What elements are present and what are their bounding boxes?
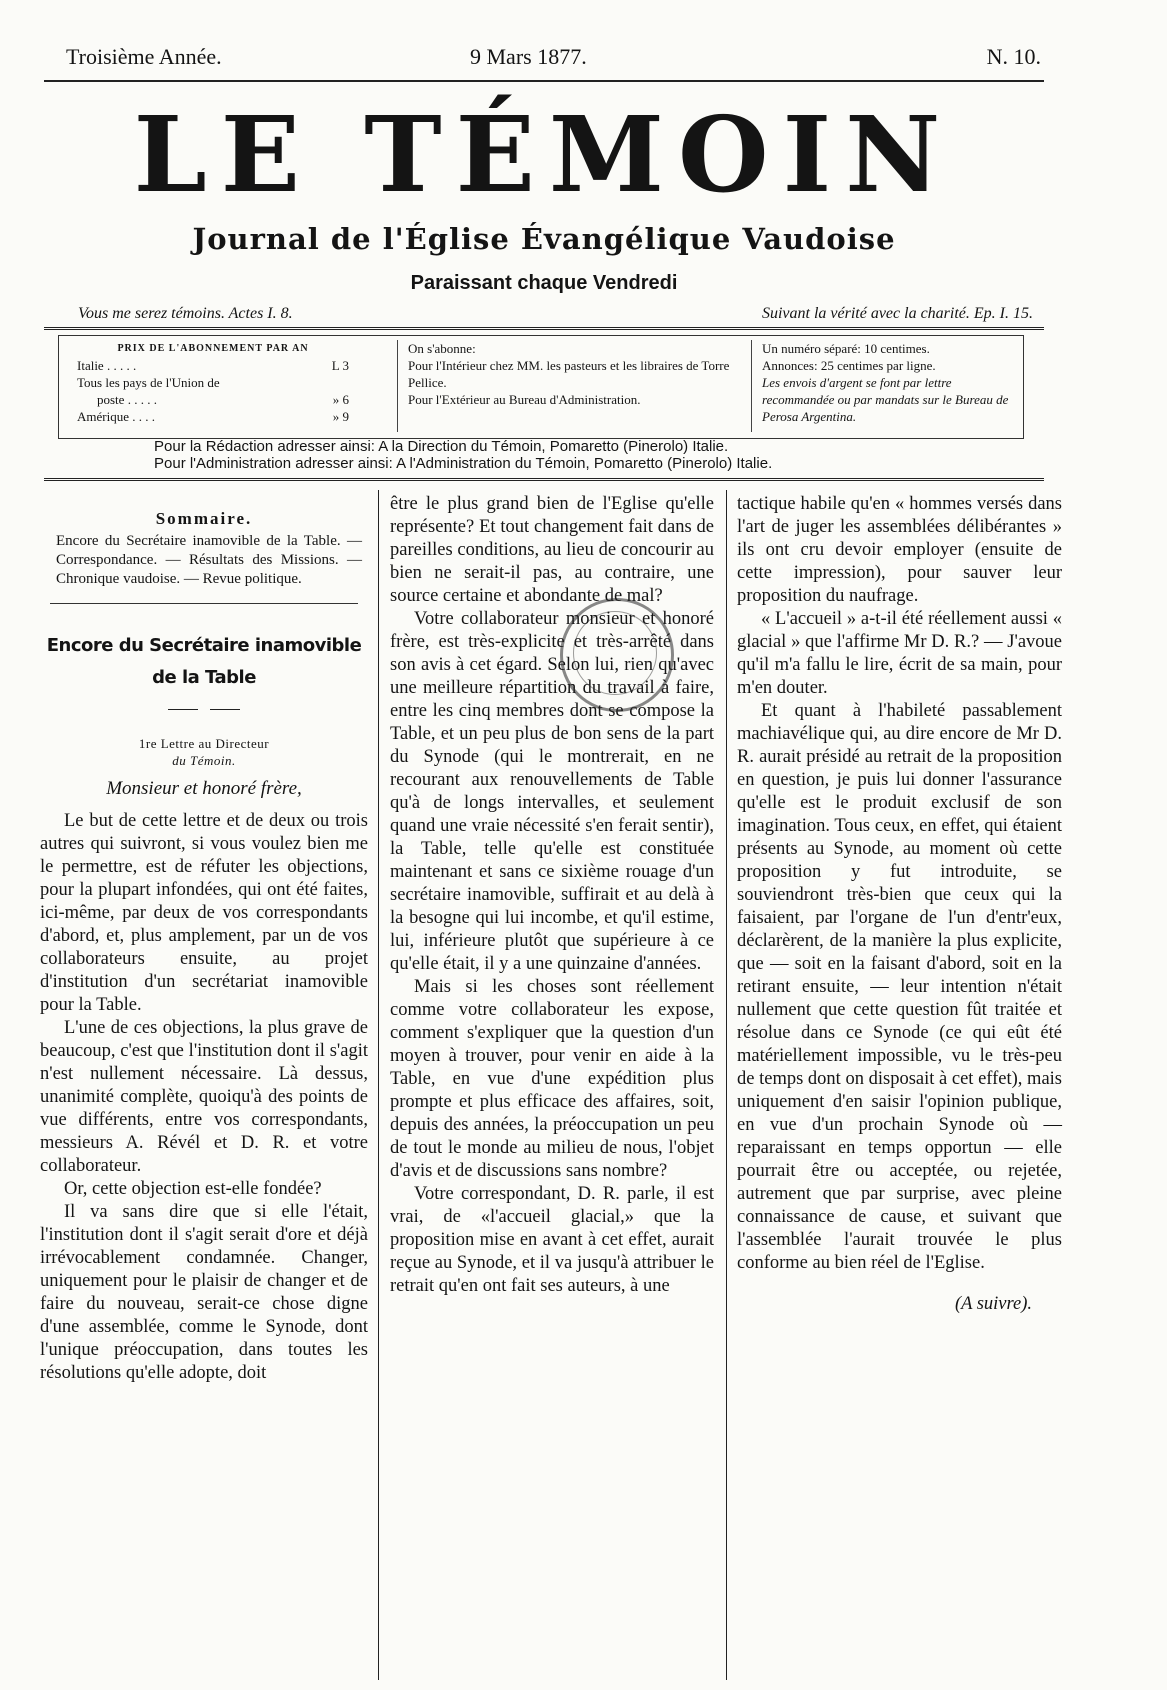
article-paragraph: Le but de cette lettre et de deux ou trois autres qui suivront, si vous voulez bien me le permettre, est de réfuter les objections, pour la plupart infondées, qui ont été faites, ici-même, par deux de vos correspondants d'abord, et, plus amplement, par un de vos collaborateurs ensuite, au projet d'institution d'un secrétariat inamovible pour la Table. bbox=[40, 811, 368, 1015]
sommaire-title: Sommaire. bbox=[155, 509, 253, 528]
to-follow: (A suivre). bbox=[954, 1294, 1032, 1314]
article-paragraph: Votre collaborateur monsieur et honoré frère, est très-explicite et très-arrêté dans son avis à cet égard. Selon lui, rien qu'avec une meilleure répartition du travail à faire, entre les cinq membres dont se compose la Table, et un peu plus de bon sens de la part du Synode (qui le montrerait, en ne recourant aux renouvellements de Table qu'à de longs intervalles, et seulement quand une vraie nécessité s'en ferait sentir), la Table, telle qu'elle est constituée maintenant et sans ce sixième rouage d'un secrétaire inamovible, suffirait et au delà à la besogne qui lui incombe, et qu'il estime, lui, inférieure plutôt que supérieure à ce qu'elle était, il y a une quinzaine d'années. bbox=[390, 609, 714, 974]
administration-address: Pour l'Administration adresser ainsi: A l'Administration du Témoin, Pomaretto (Pinerolo) Italie. bbox=[154, 455, 773, 472]
price-heading: PRIX DE L'ABONNEMENT PAR AN bbox=[117, 343, 309, 354]
issue-date: 9 Mars 1877. bbox=[470, 44, 587, 69]
motto-left: Vous me serez témoins. Actes I. 8. bbox=[78, 305, 293, 322]
article-paragraph: tactique habile qu'en « hommes versés dans l'art de juger les assemblées délibérantes » ils ont cru devoir employer (ensuite de cette impression), pour sauver leur proposition du naufrage. bbox=[737, 494, 1062, 606]
ads-price: Annonces: 25 centimes par ligne. bbox=[762, 358, 936, 373]
address-lines bbox=[154, 438, 994, 472]
price-row: Tous les pays de l'Union de bbox=[77, 375, 220, 390]
postmark-stamp bbox=[560, 598, 674, 712]
sommaire-body: Encore du Secrétaire inamovible de la Table. — Correspondance. — Résultats des Missions. — Chronique vaudoise. — Revue politique. bbox=[56, 533, 362, 587]
column-divider bbox=[378, 490, 379, 1680]
where-interior: Pour l'Intérieur chez MM. les pasteurs et les libraires de Torre Pellice. bbox=[408, 358, 730, 390]
article-paragraph: Or, cette objection est-elle fondée? bbox=[64, 1179, 322, 1199]
issue-number: N. 10. bbox=[986, 44, 1041, 69]
salutation: Monsieur et honoré frère, bbox=[106, 778, 302, 799]
price-row: Amérique . . . . » 9 bbox=[77, 409, 349, 424]
price-list bbox=[77, 340, 349, 425]
single-issue-price: Un numéro séparé: 10 centimes. bbox=[762, 341, 930, 356]
price-row: Italie . . . . . L 3 bbox=[77, 358, 349, 373]
article-paragraph: Votre correspondant, D. R. parle, il est vrai, de «l'accueil glacial,» que la proposition mise en avant à cet effet, aurait reçue au Synode, et il va jusqu'à attribuer le retrait qu'en ont fait ses auteurs, à une bbox=[390, 1184, 714, 1296]
newspaper-title: LE TÉMOIN bbox=[133, 93, 955, 216]
section-divider bbox=[50, 603, 358, 604]
header-rule bbox=[44, 80, 1044, 82]
column-left bbox=[40, 493, 368, 1385]
newspaper-subtitle: Journal de l'Église Évangélique Vaudoise bbox=[192, 222, 896, 256]
article-paragraph: être le plus grand bien de l'Eglise qu'elle représente? Et tout changement fait dans de pareilles conditions, au lieu de concourir au bien ne serait-il pas, au contraire, une source certaine et abondante de mal? bbox=[390, 494, 714, 606]
article-title-line2: de la Table bbox=[152, 667, 256, 688]
where-exterior: Pour l'Extérieur au Bureau d'Administration. bbox=[408, 392, 641, 407]
redaction-address: Pour la Rédaction adresser ainsi: A la Direction du Témoin, Pomaretto (Pinerolo) Italie. bbox=[154, 438, 729, 455]
article-paragraph: « L'accueil » a-t-il été réellement aussi « glacial » que l'affirme Mr D. R.? — J'avoue qu'il m'a fallu le lire, écrit de sa main, pour m'en douter. bbox=[737, 609, 1062, 698]
article-paragraph: Mais si les choses sont réellement comme votre collaborateur les expose, comment s'expliquer que la question d'un moyen à trouver, pour venir en aide à la Table, en vue d'une expédition plus prompte et plus efficace des affaires, soit, depuis des années, la préoccupation un peu de tout le monde au milieu de nous, l'objet d'avis et de discussions sans nombre? bbox=[390, 977, 714, 1181]
article-paragraph: Il va sans dire que si elle l'était, l'institution dont il s'agit serait d'ore et déjà irrévocablement condamnée. Changer, uniquement pour le plaisir de changer et de faire du nouveau, serait-ce chose digne d'une assemblée, comme le Synode, dont l'unique préoccupation, dans toutes les résolutions qu'elle adopte, doit bbox=[40, 1202, 368, 1383]
money-note: Les envois d'argent se font par lettre recommandée ou par mandats sur le Bureau de Perosa Argentina. bbox=[762, 375, 1009, 424]
where-heading: On s'abonne: bbox=[408, 341, 476, 356]
column-divider bbox=[726, 490, 727, 1680]
column-right bbox=[737, 493, 1062, 1316]
title-dashes bbox=[40, 698, 368, 721]
publication-frequency: Paraissant chaque Vendredi bbox=[410, 272, 678, 294]
article-title-line1: Encore du Secrétaire inamovible bbox=[46, 635, 362, 656]
issue-year: Troisième Année. bbox=[66, 44, 222, 69]
column-middle bbox=[390, 493, 714, 1298]
motto-right: Suivant la vérité avec la charité. Ep. I. 15. bbox=[761, 305, 1033, 322]
issue-header bbox=[66, 44, 1041, 74]
article-paragraph: Et quant à l'habileté passablement machiavélique qui, au dire encore de Mr D. R. aurait présidé au retrait de la proposition en question, je puis lui donner l'assurance qu'elle est le produit exclusif de son imagination. Tous ceux, en effet, qui étaient présents au Synode, au moment où cette proposition y fut introduite, se souviendront très-bien que ceux qui la faisaient, par l'organe de l'un d'entr'eux, déclarèrent, de la manière la plus explicite, que — soit en la faisant d'abord, soit en la retirant ensuite, — leur intention n'était nullement que cette question fût traitée et résolue dans ce Synode (ce qui eût été matériellement impossible, vu le très-peu de temps dont on disposait à cet effet), mais uniquement d'en saisir l'opinion publique, en vue d'un prochain Synode où — reparaissant en temps opportun — elle pourrait être ou acceptée, ou rejetée, autrement que par surprise, avec pleine connaissance de cause, et suivant que l'assemblée l'aurait trouvée le plus conforme au bien réel de l'Eglise. bbox=[737, 701, 1062, 1273]
subscription-notes bbox=[751, 340, 1022, 432]
article-paragraph: L'une de ces objections, la plus grave de beaucoup, c'est que l'institution dont il s'agit n'est nullement nécessaire. Là dessus, unanimité complète, quoiqu'à des points de vue différents, entre vos correspondants, messieurs A. Révél et D. R. et votre collaborateur. bbox=[40, 1018, 368, 1176]
subscription-box bbox=[44, 327, 1044, 481]
price-row: poste . . . . . » 6 bbox=[97, 392, 349, 407]
subscription-places bbox=[397, 340, 743, 432]
letter-heading-line1: 1re Lettre au Directeur bbox=[138, 736, 270, 751]
subscription-table bbox=[58, 335, 1024, 439]
letter-heading-line2: du Témoin. bbox=[172, 753, 236, 768]
